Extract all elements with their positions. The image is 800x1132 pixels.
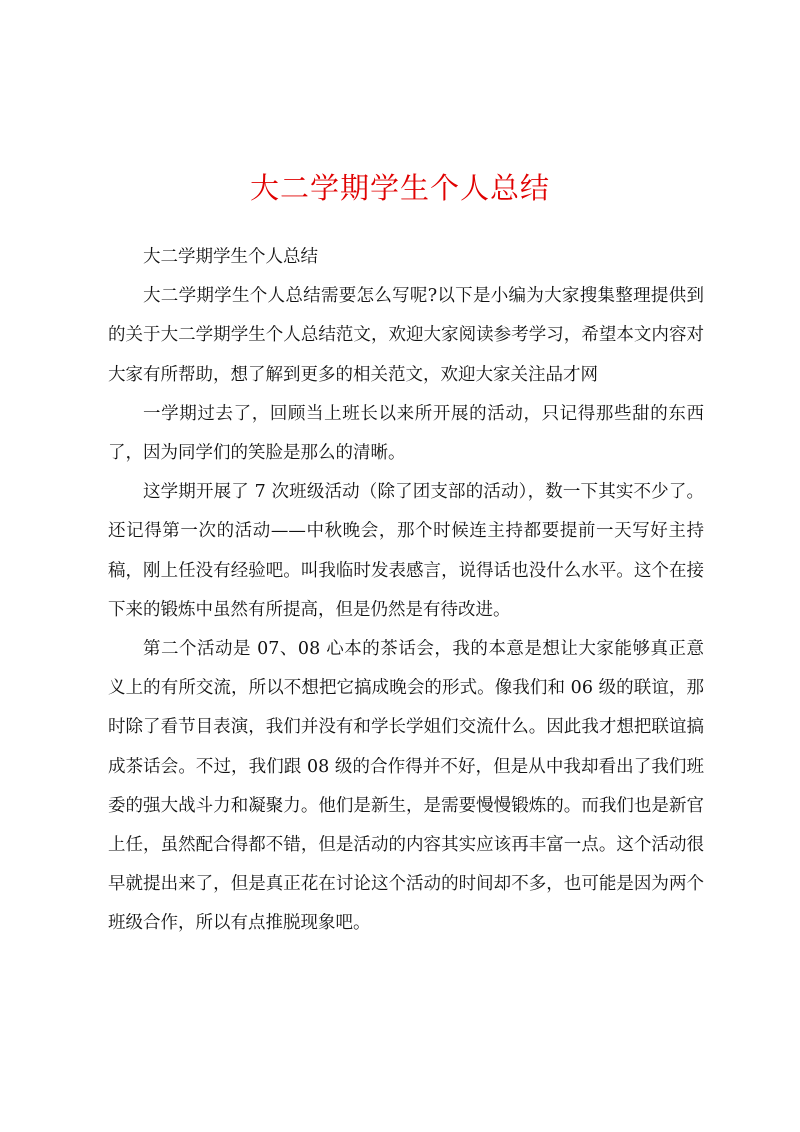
paragraph-intro: 大二学期学生个人总结需要怎么写呢?以下是小编为大家搜集整理提供到的关于大二学期学生个人总结范文，欢迎大家阅读参考学习，希望本文内容对大家有所帮助，想了解到更多的相关范文，欢迎大家关注品才网 <box>108 286 704 385</box>
document-body <box>108 238 704 944</box>
paragraph-subtitle: 大二学期学生个人总结 <box>143 247 318 267</box>
document-title: 大二学期学生个人总结 <box>249 171 550 205</box>
paragraph-first-activity: 这学期开展了 7 次班级活动（除了团支部的活动），数一下其实不少了。还记得第一次的活动——中秋晚会，那个时候连主持都要提前一天写好主持稿，刚上任没有经验吧。叫我临时发表感言，说得话也没什么水平。这个在接下来的锻炼中虽然有所提高，但是仍然是有待改进。 <box>108 482 704 620</box>
paragraph-second-activity: 第二个活动是 07、08 心本的茶话会，我的本意是想让大家能够真正意义上的有所交流，所以不想把它搞成晚会的形式。像我们和 06 级的联谊，那时除了看节目表演，我们并没有和学长学姐们交流什么。因此我才想把联谊搞成茶话会。不过，我们跟 08 级的合作得并不好，但是从中我却看出了我们班委的强大战斗力和凝聚力。他们是新生，是需要慢慢锻炼的。而我们也是新官上任，虽然配合得都不错，但是活动的内容其实应该再丰富一点。这个活动很早就提出来了，但是真正花在讨论这个活动的时间却不多，也可能是因为两个班级合作，所以有点推脱现象吧。 <box>108 639 704 934</box>
paragraph-semester-review: 一学期过去了，回顾当上班长以来所开展的活动，只记得那些甜的东西了，因为同学们的笑脸是那么的清晰。 <box>108 403 704 464</box>
